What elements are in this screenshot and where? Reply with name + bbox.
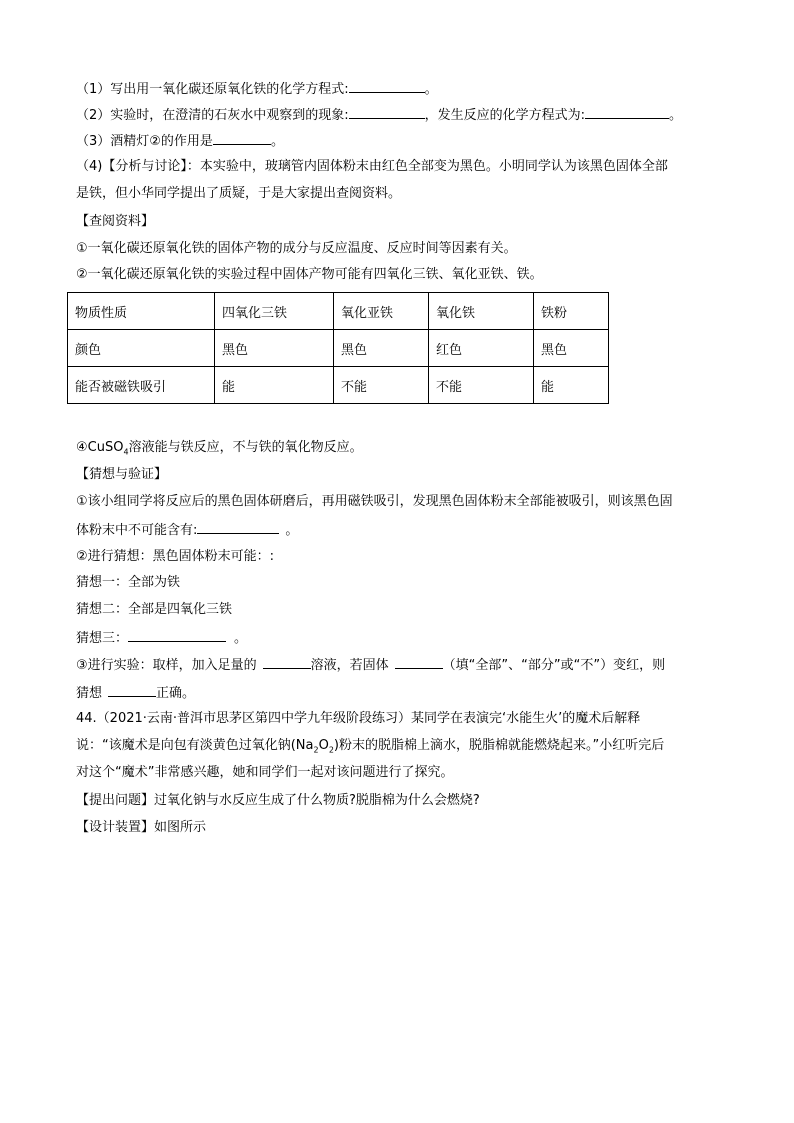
table-row	[68, 293, 609, 330]
table-cell: 能	[215, 367, 334, 404]
question-1: （1）写出用一氧化碳还原氧化铁的化学方程式: 。	[76, 78, 438, 100]
table-cell: 黑色	[534, 330, 609, 367]
answer-blank[interactable]	[197, 519, 279, 534]
table-cell: 不能	[429, 367, 534, 404]
properties-table	[67, 292, 609, 404]
question-44-design: 【设计装置】如图所示	[76, 820, 207, 835]
guess-step-3-line-1: ③进行实验：取样，加入足量的 溶液，若固体 （填“全部”、“部分”或“不”）变红，则	[76, 654, 665, 676]
ref-item-4: ④CuSO$_4$溶液能与铁反应，不与铁的氧化物反应。	[76, 440, 363, 457]
table-cell: 四氧化三铁	[215, 293, 334, 330]
question-3: （3）酒精灯②的作用是 。	[76, 130, 284, 152]
answer-blank[interactable]	[213, 130, 271, 145]
table-cell: 黑色	[334, 330, 429, 367]
answer-blank[interactable]	[585, 104, 669, 119]
answer-blank[interactable]	[108, 682, 156, 697]
question-44-line-1: 44.（2021·云南·普洱市思茅区第四中学九年级阶段练习）某同学在表演完‘水能生火’的魔术后解释	[76, 711, 641, 726]
table-cell: 氧化铁	[429, 293, 534, 330]
guess-3: 猜想三： 。	[76, 627, 247, 649]
table-cell: 红色	[429, 330, 534, 367]
table-row	[68, 367, 609, 404]
guess-heading: 【猜想与验证】	[76, 467, 168, 482]
question-44-ask: 【提出问题】过氧化钠与水反应生成了什么物质?脱脂棉为什么会燃烧?	[76, 793, 480, 808]
question-44-line-2: 说：“该魔术是向包有淡黄色过氧化钠$(Na_2O_2)$粉末的脱脂棉上滴水，脱脂棉就能燃烧起来。”小红听完后	[76, 738, 665, 755]
answer-blank[interactable]	[128, 627, 226, 642]
question-4-line-2: 是铁，但小华同学提出了质疑，于是大家提出查阅资料。	[76, 186, 402, 201]
guess-step-1-line-1: ①该小组同学将反应后的黑色固体研磨后，再用磁铁吸引，发现黑色固体粉末全部能被吸引，则该黑色固	[76, 494, 673, 509]
ref-heading: 【查阅资料】	[76, 214, 155, 229]
question-4-line-1: （4)【分析与讨论】：本实验中，玻璃管内固体粉末由红色全部变为黑色。小明同学认为该黑色固体全部	[76, 159, 668, 174]
ref-item-2: ②一氧化碳还原氧化铁的实验过程中固体产物可能有四氧化三铁、氧化亚铁、铁。	[76, 267, 543, 282]
guess-2: 猜想二：全部是四氧化三铁	[76, 602, 233, 617]
question-2: （2）实验时，在澄清的石灰水中观察到的现象: ，发生反应的化学方程式为: 。	[76, 104, 682, 126]
table-cell: 能	[534, 367, 609, 404]
answer-blank[interactable]	[395, 654, 443, 669]
table-cell: 物质性质	[68, 293, 215, 330]
table-cell: 能否被磁铁吸引	[68, 367, 215, 404]
table-row	[68, 330, 609, 367]
answer-blank[interactable]	[349, 78, 425, 93]
guess-step-3-line-2: 猜想 正确。	[76, 682, 195, 704]
guess-step-1-line-2: 体粉末中不可能含有: 。	[76, 519, 298, 541]
guess-1: 猜想一：全部为铁	[76, 575, 181, 590]
table-cell: 不能	[334, 367, 429, 404]
ref-item-1: ①一氧化碳还原氧化铁的固体产物的成分与反应温度、反应时间等因素有关。	[76, 241, 517, 256]
question-44-line-3: 对这个“魔术”非常感兴趣，她和同学们一起对该问题进行了探究。	[76, 765, 454, 780]
answer-blank[interactable]	[263, 654, 311, 669]
table-cell: 黑色	[215, 330, 334, 367]
table-cell: 铁粉	[534, 293, 609, 330]
table-cell: 颜色	[68, 330, 215, 367]
answer-blank[interactable]	[349, 104, 425, 119]
table-cell: 氧化亚铁	[334, 293, 429, 330]
guess-step-2: ②进行猜想：黑色固体粉末可能：:	[76, 549, 275, 564]
